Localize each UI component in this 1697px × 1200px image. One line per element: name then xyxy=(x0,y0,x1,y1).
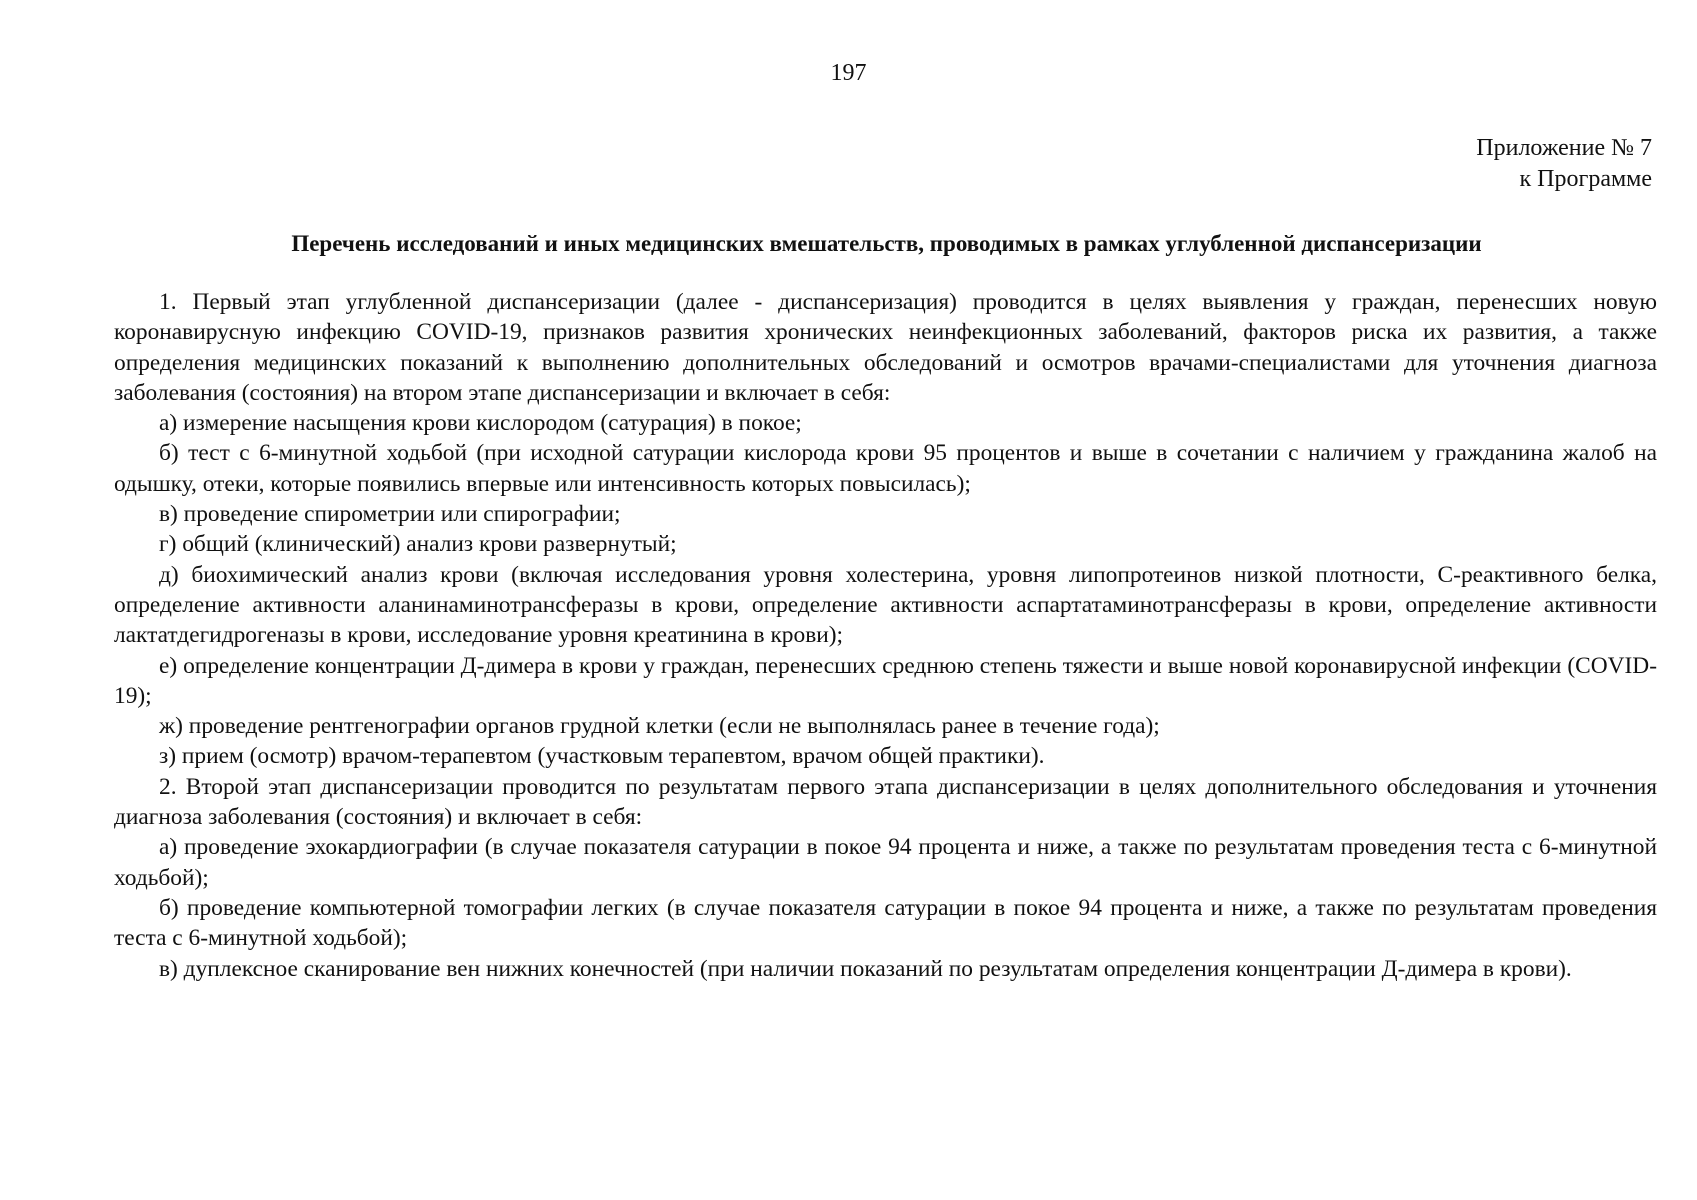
page-number: 197 xyxy=(830,60,867,86)
appendix-line-number: Приложение № 7 xyxy=(1476,135,1652,161)
list-item: а) проведение эхокардиографии (в случае показателя сатурации в покое 94 процента и ниже, а также по результатам проведения теста с 6-минутной ходьбой); xyxy=(114,834,1657,891)
list-item: з) прием (осмотр) врачом-терапевтом (участковым терапевтом, врачом общей практики). xyxy=(159,743,1045,770)
document-body xyxy=(114,287,1657,984)
list-item: в) проведение спирометрии или спирографии; xyxy=(159,501,621,528)
paragraph-stage-2-intro: 2. Второй этап диспансеризации проводится по результатам первого этапа диспансеризации в целях дополнительного обследования и уточнения диагноза заболевания (состояния) и включает в себя: xyxy=(114,773,1657,831)
appendix-note xyxy=(1476,133,1652,195)
appendix-line-program: к Программе xyxy=(1519,166,1652,192)
list-item: б) проведение компьютерной томографии легких (в случае показателя сатурации в покое 94 процента и ниже, а также по результатам проведения теста с 6-минутной ходьбой); xyxy=(114,894,1657,952)
list-item: в) дуплексное сканирование вен нижних конечностей (при наличии показаний по результатам определения концентрации Д-димера в крови). xyxy=(159,955,1572,982)
list-item: е) определение концентрации Д-димера в крови у граждан, перенесших среднюю степень тяжести и выше новой коронавирусной инфекции (COVID-19); xyxy=(114,652,1657,709)
list-item: а) измерение насыщения крови кислородом (сатурация) в покое; xyxy=(159,410,802,437)
list-item: г) общий (клинический) анализ крови развернутый; xyxy=(159,531,677,558)
list-item: д) биохимический анализ крови (включая исследования уровня холестерина, уровня липопротеинов низкой плотности, С-реактивного белка, определение активности аланинаминотрансферазы в крови, определение активности аспартатаминотрансферазы в крови, определение активности лактатдегидрогеназы в крови, исследование уровня креатинина в крови); xyxy=(114,561,1657,649)
paragraph-stage-1-intro: 1. Первый этап углубленной диспансеризации (далее - диспансеризация) проводится в целях выявления у граждан, перенесших новую коронавирусную инфекцию COVID-19, признаков развития хронических неинфекционных заболеваний, факторов риска их развития, а также определения медицинских показаний к выполнению дополнительных обследований и осмотров врачами-специалистами для уточнения диагноза заболевания (состояния) на втором этапе диспансеризации и включает в себя: xyxy=(114,289,1657,406)
list-item: б) тест с 6-минутной ходьбой (при исходной сатурации кислорода крови 95 процентов и выше в сочетании с наличием у гражданина жалоб на одышку, отеки, которые появились впервые или интенсивность которых повысилась); xyxy=(114,440,1657,497)
document-title: Перечень исследований и иных медицинских вмешательств, проводимых в рамках углубленной диспансеризации xyxy=(291,231,1482,256)
list-item: ж) проведение рентгенографии органов грудной клетки (если не выполнялась ранее в течение года); xyxy=(159,713,1160,740)
